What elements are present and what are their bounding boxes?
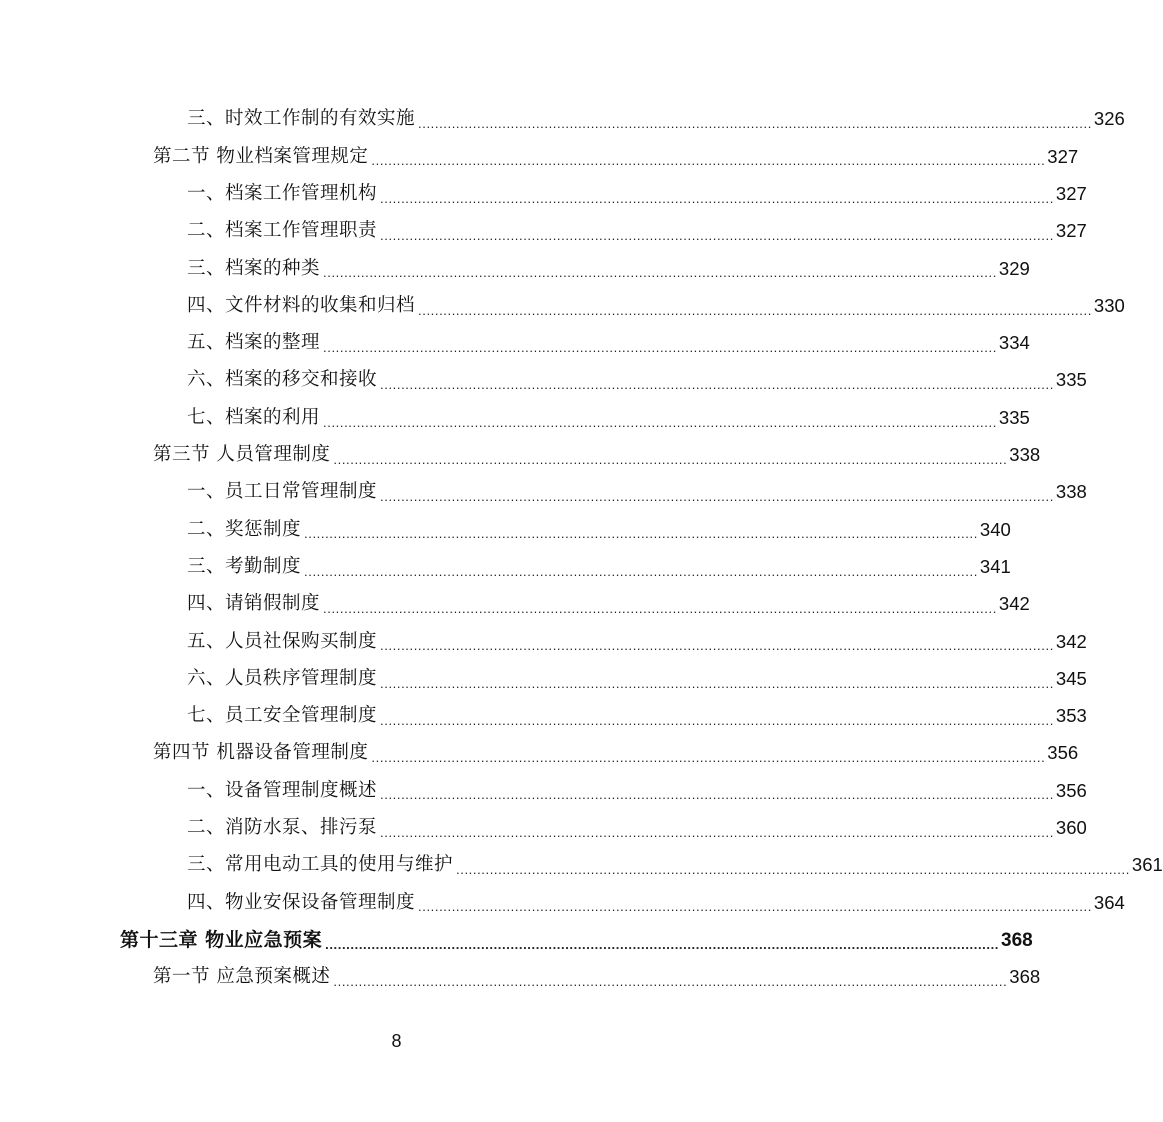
toc-entry-page: 345 xyxy=(1055,667,1087,689)
toc-entry[interactable] xyxy=(0,810,1087,847)
toc-entry[interactable] xyxy=(0,623,1087,660)
toc-leader-dots: ................................................................................................................................................................ xyxy=(380,675,1054,691)
toc-leader-dots: ................................................................................................................................................................ xyxy=(380,712,1054,728)
toc-entry-page: 368 xyxy=(1001,929,1033,951)
toc-leader-dots: ................................................................................................................................................................ xyxy=(371,153,1046,169)
toc-entry[interactable] xyxy=(0,325,1030,362)
toc-entry-page: 364 xyxy=(1093,891,1125,913)
toc-entry[interactable] xyxy=(0,549,1011,586)
toc-entry-label: 二、奖惩制度 xyxy=(187,518,302,540)
toc-entry[interactable] xyxy=(0,884,1125,921)
toc-entry-label: 三、档案的种类 xyxy=(187,257,321,279)
toc-leader-dots: ................................................................................................................................................................ xyxy=(333,973,1008,989)
toc-entry-label: 六、档案的移交和接收 xyxy=(187,369,378,391)
toc-entry-label: 二、消防水泵、排污泵 xyxy=(187,817,378,839)
toc-entry-label: 一、员工日常管理制度 xyxy=(187,481,378,503)
toc-entry[interactable] xyxy=(0,176,1087,213)
toc-leader-dots: ................................................................................................................................................................ xyxy=(325,936,1000,952)
toc-leader-dots: ................................................................................................................................................................ xyxy=(380,228,1054,244)
toc-entry-page: 327 xyxy=(1047,145,1079,167)
toc-entry-page: 361 xyxy=(1131,854,1163,876)
toc-leader-dots: ................................................................................................................................................................ xyxy=(323,339,997,355)
toc-entry[interactable] xyxy=(0,362,1087,399)
toc-entry-page: 329 xyxy=(998,257,1030,279)
toc-entry-page: 330 xyxy=(1093,294,1125,316)
toc-entry-label: 一、档案工作管理机构 xyxy=(187,182,378,204)
table-of-contents xyxy=(0,101,1163,996)
toc-leader-dots: ................................................................................................................................................................ xyxy=(380,377,1054,393)
toc-entry-label: 五、人员社保购买制度 xyxy=(187,630,378,652)
toc-entry-page: 356 xyxy=(1055,779,1087,801)
toc-leader-dots: ................................................................................................................................................................ xyxy=(323,265,997,281)
toc-entry-label: 第十三章 物业应急预案 xyxy=(120,928,323,951)
toc-entry-page: 341 xyxy=(979,555,1011,577)
toc-entry-page: 340 xyxy=(979,518,1011,540)
toc-leader-dots: ................................................................................................................................................................ xyxy=(418,302,1092,318)
toc-entry[interactable] xyxy=(0,101,1125,138)
toc-entry-page: 368 xyxy=(1009,966,1041,988)
toc-leader-dots: ................................................................................................................................................................ xyxy=(333,451,1008,467)
toc-leader-dots: ................................................................................................................................................................ xyxy=(418,116,1092,132)
toc-entry-page: 327 xyxy=(1055,220,1087,242)
toc-entry[interactable] xyxy=(0,474,1087,511)
toc-entry-page: 356 xyxy=(1047,742,1079,764)
toc-entry-page: 327 xyxy=(1055,182,1087,204)
toc-entry[interactable] xyxy=(0,437,1041,474)
toc-entry[interactable] xyxy=(0,213,1087,250)
toc-entry-label: 七、员工安全管理制度 xyxy=(187,705,378,727)
toc-entry[interactable] xyxy=(0,847,1163,884)
toc-entry-page: 338 xyxy=(1009,444,1041,466)
toc-entry-page: 326 xyxy=(1093,108,1125,130)
toc-entry-page: 342 xyxy=(1055,630,1087,652)
toc-leader-dots: ................................................................................................................................................................ xyxy=(323,601,997,616)
toc-entry-label: 第三节 人员管理制度 xyxy=(153,444,331,466)
toc-entry-label: 五、档案的整理 xyxy=(187,332,321,354)
toc-entry[interactable] xyxy=(0,287,1125,324)
toc-leader-dots: ................................................................................................................................................................ xyxy=(380,190,1054,206)
toc-entry-label: 三、考勤制度 xyxy=(187,555,302,577)
toc-entry-label: 三、时效工作制的有效实施 xyxy=(187,108,416,130)
toc-entry[interactable] xyxy=(0,772,1087,809)
toc-leader-dots: ................................................................................................................................................................ xyxy=(323,414,997,430)
toc-entry-label: 一、设备管理制度概述 xyxy=(187,779,378,801)
toc-entry-page: 335 xyxy=(1055,369,1087,391)
toc-leader-dots: ................................................................................................................................................................ xyxy=(456,862,1130,878)
toc-entry-label: 二、档案工作管理职责 xyxy=(187,220,378,242)
toc-leader-dots: ................................................................................................................................................................ xyxy=(380,787,1054,803)
toc-entry-label: 四、请销假制度 xyxy=(187,593,321,615)
toc-leader-dots: ................................................................................................................................................................ xyxy=(418,899,1092,915)
toc-leader-dots: ................................................................................................................................................................ xyxy=(380,824,1054,840)
toc-entry-page: 342 xyxy=(998,593,1030,615)
toc-entry-label: 第四节 机器设备管理制度 xyxy=(153,742,369,764)
toc-entry-page: 334 xyxy=(998,332,1030,354)
page-number: 8 xyxy=(391,1031,402,1051)
toc-entry[interactable] xyxy=(0,959,1041,996)
toc-leader-dots: ................................................................................................................................................................ xyxy=(380,638,1054,654)
toc-leader-dots: ................................................................................................................................................................ xyxy=(371,750,1046,766)
toc-entry[interactable] xyxy=(0,511,1011,548)
toc-entry-label: 七、档案的利用 xyxy=(187,406,321,428)
toc-entry-label: 三、常用电动工具的使用与维护 xyxy=(187,854,454,876)
toc-leader-dots: ................................................................................................................................................................ xyxy=(304,526,978,542)
toc-entry-label: 第二节 物业档案管理规定 xyxy=(153,145,369,167)
toc-entry-page: 338 xyxy=(1055,481,1087,503)
toc-leader-dots: ................................................................................................................................................................ xyxy=(380,489,1054,505)
toc-entry[interactable] xyxy=(0,586,1030,623)
toc-entry[interactable] xyxy=(0,660,1087,697)
toc-entry[interactable] xyxy=(0,735,1079,772)
toc-leader-dots: ................................................................................................................................................................ xyxy=(304,563,978,579)
toc-entry[interactable] xyxy=(0,138,1079,175)
toc-entry[interactable] xyxy=(0,399,1030,436)
toc-entry-label: 四、文件材料的收集和归档 xyxy=(187,294,416,316)
toc-entry-page: 353 xyxy=(1055,705,1087,727)
toc-entry[interactable] xyxy=(0,250,1030,287)
toc-entry-page: 360 xyxy=(1055,817,1087,839)
toc-entry-label: 第一节 应急预案概述 xyxy=(153,966,331,988)
toc-entry-page: 335 xyxy=(998,406,1030,428)
toc-entry[interactable] xyxy=(0,698,1087,735)
toc-chapter-entry[interactable] xyxy=(0,922,1033,959)
toc-entry-label: 六、人员秩序管理制度 xyxy=(187,667,378,689)
toc-entry-label: 四、物业安保设备管理制度 xyxy=(187,891,416,913)
